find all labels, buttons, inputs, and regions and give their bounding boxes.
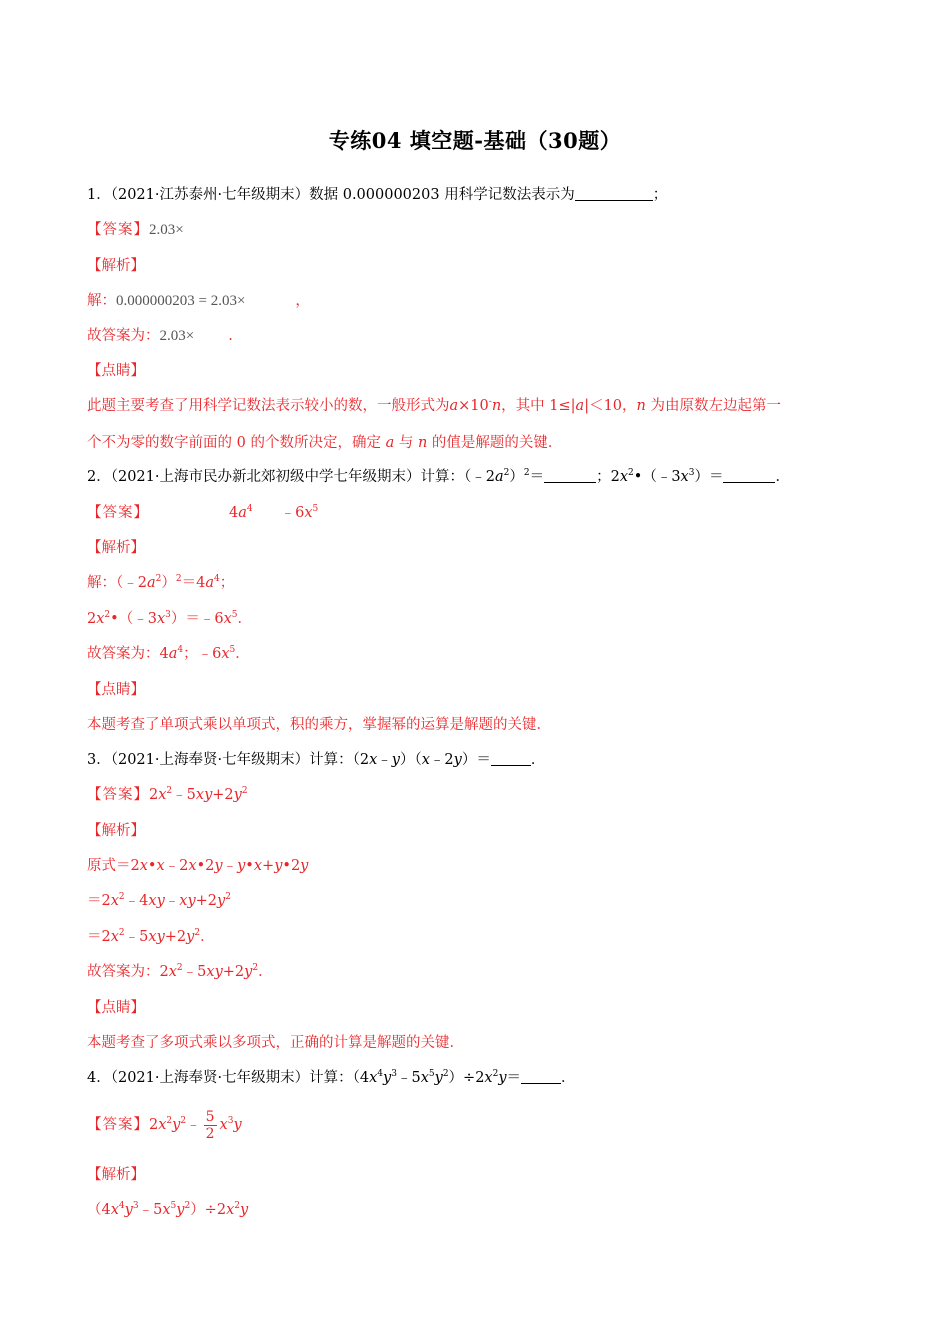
q1-comment-line-2: 个不为零的数字前面的 0 的个数所决定，确定 a 与 n 的值是解题的关键． [87,435,563,451]
q3-comment-label: 【点睛】 [87,1000,145,1016]
q2-analysis-label: 【解析】 [87,540,145,556]
question-3: 3．（2021·上海奉贤·七年级期末）计算：（2x﹣y）（x﹣2y）＝ ． [87,752,546,768]
q2-answer: 【答案】 $4a^4$ $﹣6x^5$ [87,504,319,521]
q1-solution: 解：0.000000203 = 2.03× ， [87,293,310,309]
q1-final: 故答案为：2.03× . [87,328,233,344]
q1-comment-label: 【点睛】 [87,363,145,379]
q3-step-2: $=2x^2﹣4xy﹣xy+2y^2$ [87,892,231,909]
q3-analysis-label: 【解析】 [87,823,145,839]
q3-comment: 本题考查了多项式乘以多项式，正确的计算是解题的关键． [87,1035,464,1051]
q3-step-3: $=2x^2﹣5xy+2y^2$． [87,928,215,945]
question-2: 2．（2021·上海市民办新北郊初级中学七年级期末）计算：$(﹣2a^2)^2=$ ；$2x^2•(﹣3x^3)=$ ． [87,468,790,485]
q3-step-1: 原式＝2x•x﹣2x•2y﹣y•x+y•2y [87,858,309,874]
question-4: 4．（2021·上海奉贤·七年级期末）计算：$(4x^4y^3﹣5x^5y^2)\div 2x^2y=$ ． [87,1069,576,1086]
q4-answer: 【答案】$2x^2y^2﹣$ $\frac{5}{2}$ $x^3y$ [87,1108,242,1142]
q1-comment-line-1: 此题主要考查了用科学记数法表示较小的数，一般形式为a×10-n，其中 1≤|a|＜10，n 为由原数左边起第一 [87,397,781,414]
q3-answer: 【答案】$2x^2﹣5xy+2y^2$ [87,786,248,803]
fraction: $\frac{5}{2}$ [205,1108,215,1142]
q4-analysis-label: 【解析】 [87,1167,145,1183]
q1-analysis-label: 【解析】 [87,258,145,274]
q2-solution-1: 解：$(﹣2a^2)^2=4a^4$； [87,574,235,591]
page-title: 专练04 填空题-基础（30题） [328,128,622,153]
question-1: 1．（2021·江苏泰州·七年级期末）数据 0.000000203 用科学记数法表示为 ； [87,187,668,203]
q3-final: 故答案为：$2x^2﹣5xy+2y^2$． [87,963,273,980]
q4-step-1: $(4x^4y^3﹣5x^5y^2)\div 2x^2y$ [87,1201,249,1218]
q1-answer: 【答案】2.03× [87,222,184,238]
q2-comment: 本题考查了单项式乘以单项式，积的乘方，掌握幂的运算是解题的关键． [87,717,551,733]
q2-comment-label: 【点睛】 [87,682,145,698]
q2-final: 故答案为：$4a^4$；$﹣6x^5$． [87,645,250,662]
q2-solution-2: $2x^2•(﹣3x^3)=﹣6x^5$． [87,610,253,627]
